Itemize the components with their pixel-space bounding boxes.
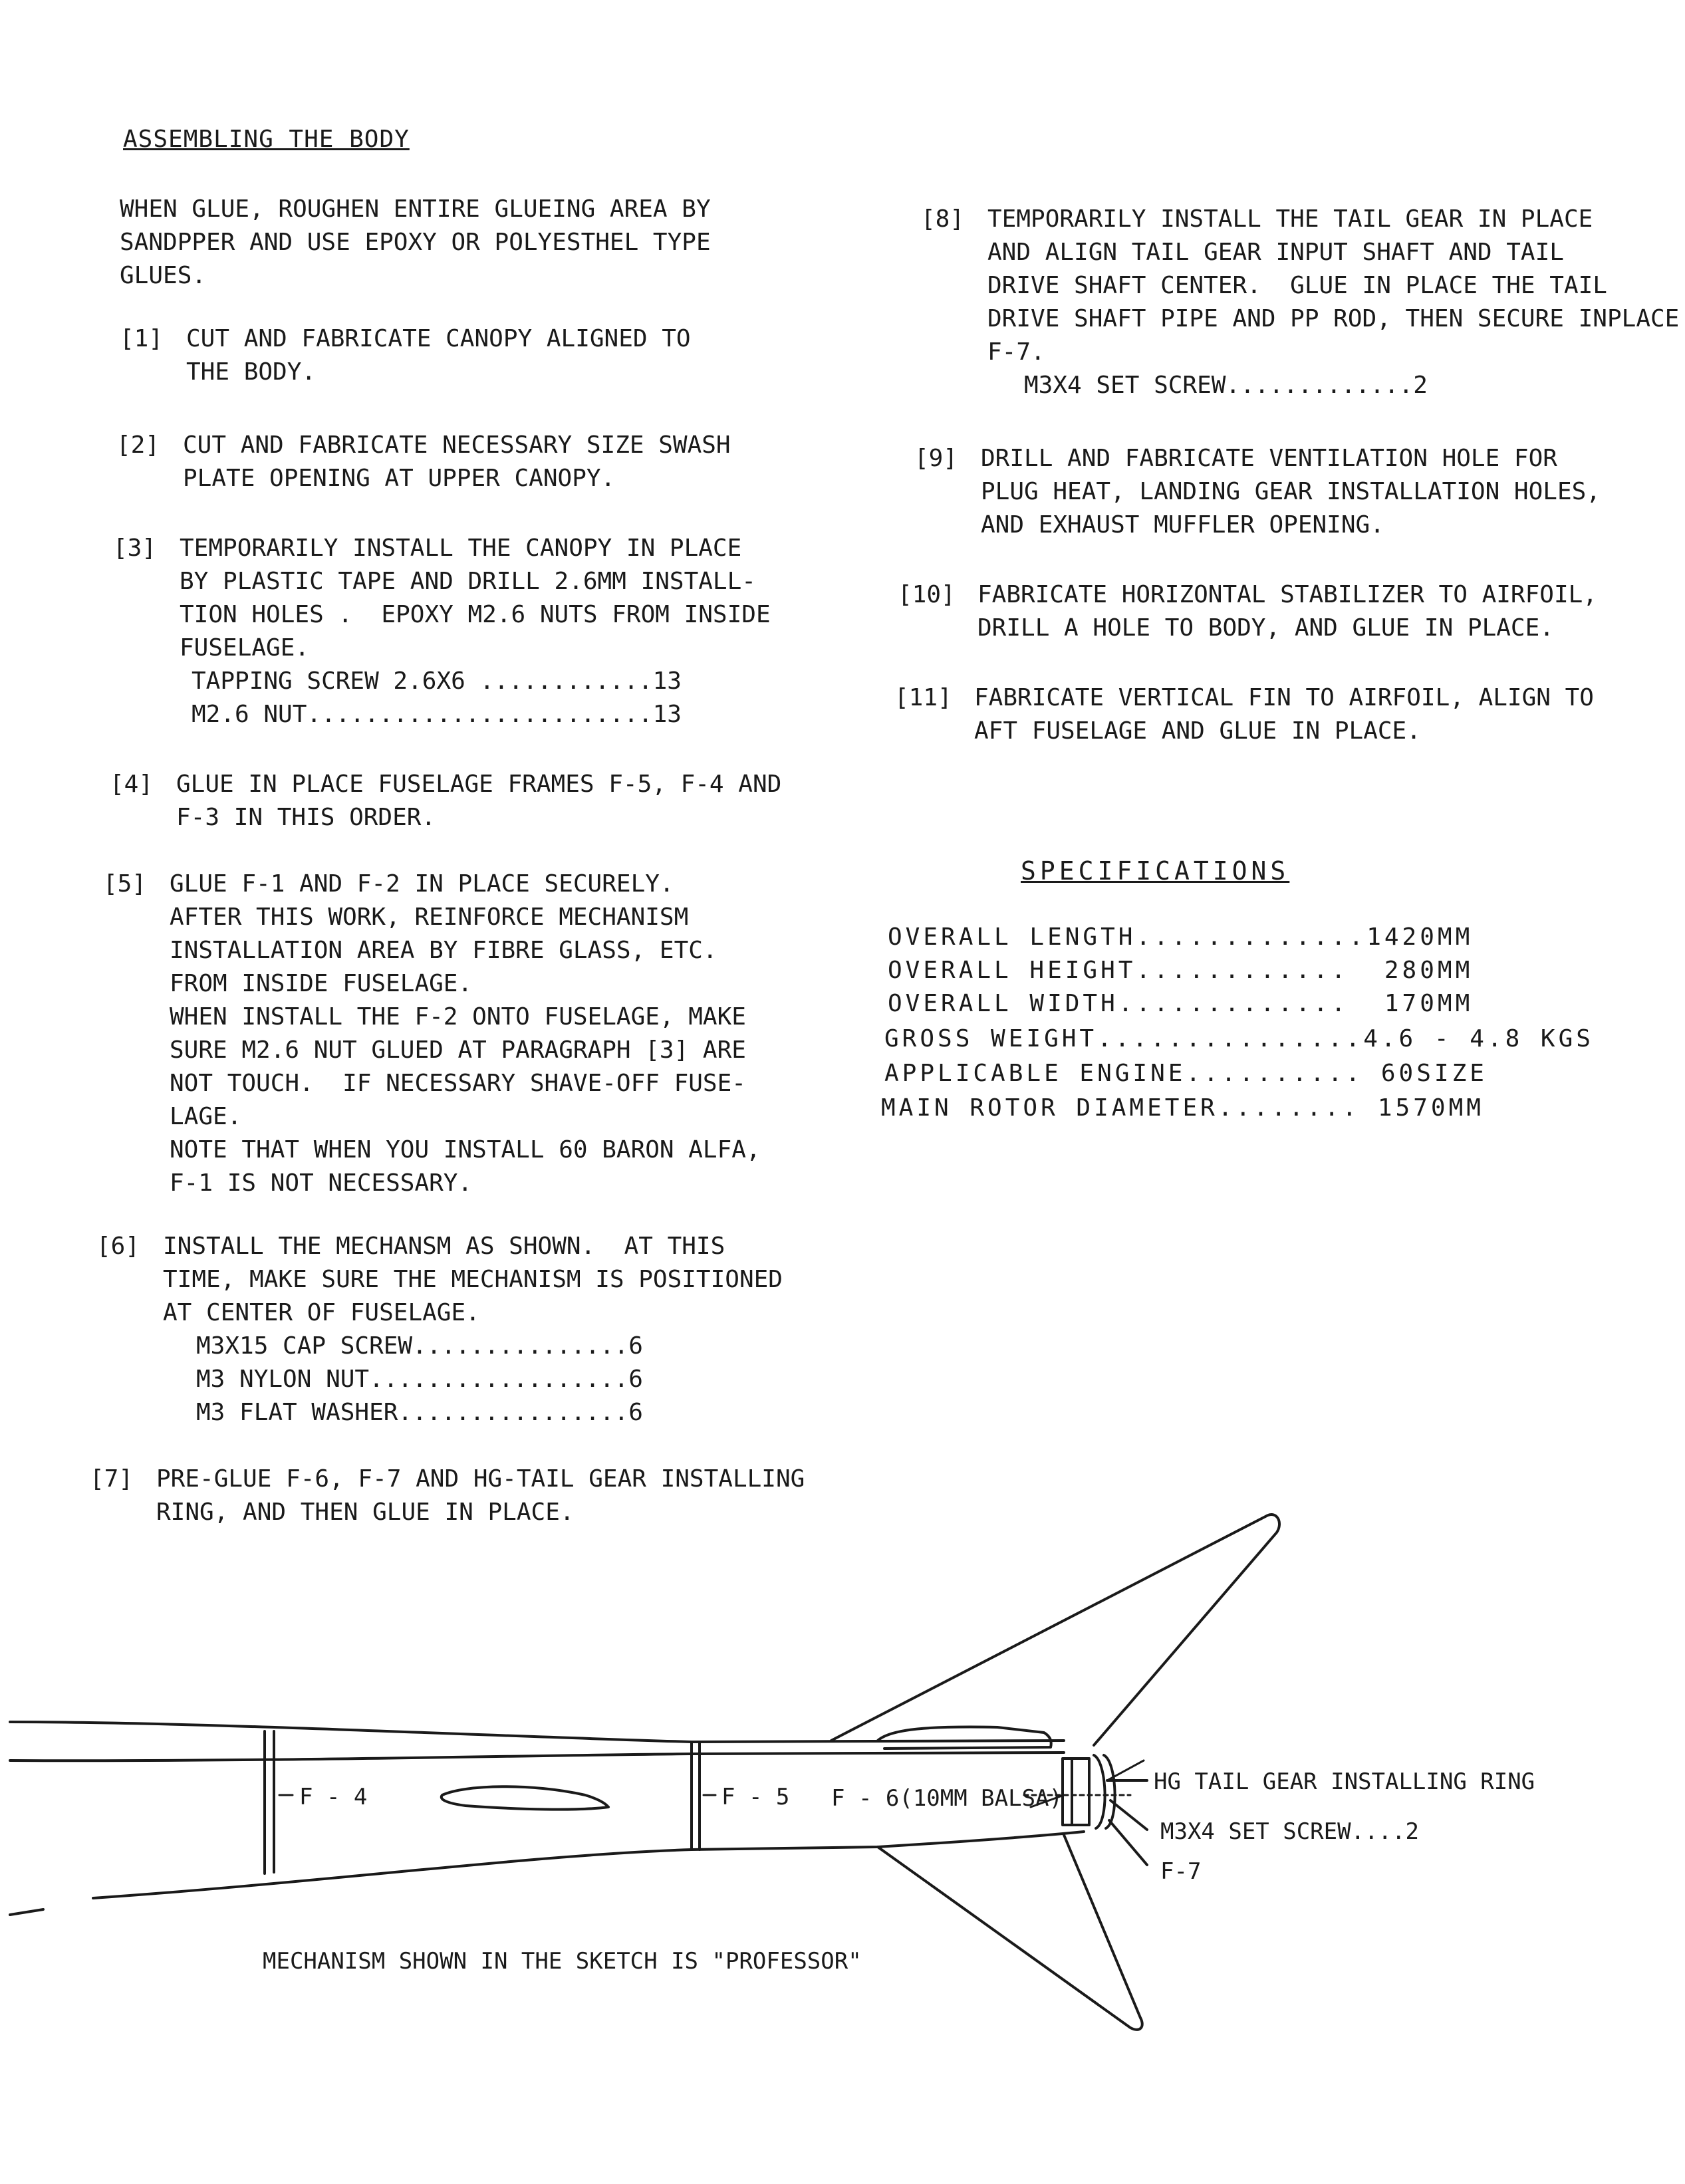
step-line: F-3 IN THIS ORDER. — [176, 804, 436, 831]
tail-fairing — [878, 1727, 1051, 1749]
step-line: SURE M2.6 NUT GLUED AT PARAGRAPH [3] ARE — [170, 1036, 746, 1064]
step-line: AND ALIGN TAIL GEAR INPUT SHAFT AND TAIL — [987, 239, 1564, 266]
intro-line: WHEN GLUE, ROUGHEN ENTIRE GLUEING AREA BY — [120, 195, 711, 223]
step-line: TION HOLES . EPOXY M2.6 NUTS FROM INSIDE — [180, 601, 771, 628]
sketch-caption: MECHANISM SHOWN IN THE SKETCH IS "PROFESSOR" — [263, 1948, 862, 1975]
parts-item: M3X15 CAP SCREW...............6 — [196, 1332, 643, 1360]
fuselage-top-line-2 — [10, 1753, 1064, 1760]
step-number: [7] — [90, 1465, 134, 1493]
frame-f7 — [1094, 1755, 1105, 1828]
step-line: BY PLASTIC TAPE AND DRILL 2.6MM INSTALL- — [180, 568, 756, 595]
spec-row: OVERALL LENGTH.............1420MM — [888, 923, 1474, 951]
step-number: [6] — [96, 1233, 140, 1260]
step-number: [10] — [898, 581, 956, 608]
step-line: TEMPORARILY INSTALL THE CANOPY IN PLACE — [180, 535, 742, 562]
parts-item: M3 FLAT WASHER................6 — [196, 1399, 643, 1426]
step-line: DRILL AND FABRICATE VENTILATION HOLE FOR — [981, 445, 1557, 472]
step-number: [9] — [914, 445, 958, 472]
label-f6: F - 6(10MM BALSA) — [831, 1785, 1063, 1812]
step-line: AT CENTER OF FUSELAGE. — [163, 1299, 480, 1326]
intro-line: SANDPPER AND USE EPOXY OR POLYESTHEL TYPE — [120, 229, 711, 256]
step-number: [4] — [110, 771, 154, 798]
step-line: PLUG HEAT, LANDING GEAR INSTALLATION HOLES, — [981, 478, 1601, 505]
step-number: [11] — [894, 684, 952, 711]
step-line: PLATE OPENING AT UPPER CANOPY. — [183, 465, 616, 492]
step-line: AFTER THIS WORK, REINFORCE MECHANISM — [170, 904, 689, 931]
parts-item: M3X4 SET SCREW.............2 — [1024, 372, 1428, 399]
step-line: CUT AND FABRICATE CANOPY ALIGNED TO — [186, 325, 691, 352]
parts-item: M3 NYLON NUT..................6 — [196, 1366, 643, 1393]
spec-row: APPLICABLE ENGINE.......... 60SIZE — [884, 1060, 1488, 1087]
leader-screw — [1110, 1800, 1147, 1830]
step-line: INSTALLATION AREA BY FIBRE GLASS, ETC. — [170, 937, 717, 964]
step-line: CUT AND FABRICATE NECESSARY SIZE SWASH — [183, 431, 731, 459]
step-number: [2] — [116, 431, 160, 459]
specifications-title: SPECIFICATIONS — [1021, 856, 1290, 886]
step-number: [3] — [113, 535, 157, 562]
ventral-fin — [878, 1835, 1142, 2030]
step-line: DRIVE SHAFT CENTER. GLUE IN PLACE THE TAIL — [987, 272, 1607, 299]
step-line: TEMPORARILY INSTALL THE TAIL GEAR IN PLACE — [987, 205, 1593, 233]
step-line: FABRICATE VERTICAL FIN TO AIRFOIL, ALIGN TO — [974, 684, 1594, 711]
step-line: FROM INSIDE FUSELAGE. — [170, 970, 473, 997]
spec-row: MAIN ROTOR DIAMETER........ 1570MM — [881, 1094, 1484, 1122]
step-line: THE BODY. — [186, 358, 317, 386]
step-line: F-7. — [987, 338, 1045, 366]
step-line: NOTE THAT WHEN YOU INSTALL 60 BARON ALFA, — [170, 1136, 761, 1163]
step-number: [5] — [103, 870, 147, 898]
section-heading: ASSEMBLING THE BODY — [123, 126, 410, 153]
intro-line: GLUES. — [120, 262, 207, 289]
step-line: DRIVE SHAFT PIPE AND PP ROD, THEN SECURE INPLACE — [987, 305, 1680, 332]
step-line: WHEN INSTALL THE F-2 ONTO FUSELAGE, MAKE — [170, 1003, 746, 1031]
spec-row: OVERALL WIDTH............. 170MM — [888, 990, 1474, 1017]
step-number: [8] — [921, 205, 965, 233]
vertical-fin-upper — [831, 1515, 1279, 1745]
step-line: GLUE F-1 AND F-2 IN PLACE SECURELY. — [170, 870, 674, 898]
spec-row: GROSS WEIGHT...............4.6 - 4.8 KGS — [884, 1025, 1594, 1052]
step-line: LAGE. — [170, 1103, 242, 1130]
stabilizer-airfoil — [442, 1786, 608, 1809]
label-f4: F - 4 — [299, 1784, 368, 1810]
spec-row: OVERALL HEIGHT............ 280MM — [888, 957, 1474, 984]
step-line: TIME, MAKE SURE THE MECHANISM IS POSITIONED — [163, 1266, 783, 1293]
fuselage-top-line — [10, 1722, 1064, 1742]
leader-f7 — [1109, 1820, 1147, 1865]
step-line: FABRICATE HORIZONTAL STABILIZER TO AIRFOIL, — [977, 581, 1597, 608]
step-line: PRE-GLUE F-6, F-7 AND HG-TAIL GEAR INSTALLING — [156, 1465, 805, 1493]
label-f7: F-7 — [1160, 1858, 1202, 1885]
label-tail-gear-ring: HG TAIL GEAR INSTALLING RING — [1154, 1768, 1535, 1795]
fuselage-bottom-stub — [10, 1909, 43, 1915]
step-line: GLUE IN PLACE FUSELAGE FRAMES F-5, F-4 AND — [176, 771, 782, 798]
step-line: FUSELAGE. — [180, 634, 310, 662]
step-line: RING, AND THEN GLUE IN PLACE. — [156, 1499, 575, 1526]
step-line: NOT TOUCH. IF NECESSARY SHAVE-OFF FUSE- — [170, 1070, 746, 1097]
tail-gear-ring — [1063, 1759, 1089, 1825]
step-line: AND EXHAUST MUFFLER OPENING. — [981, 511, 1384, 539]
parts-item: M2.6 NUT........................13 — [192, 701, 682, 728]
step-line: DRILL A HOLE TO BODY, AND GLUE IN PLACE. — [977, 614, 1554, 642]
step-line: INSTALL THE MECHANSM AS SHOWN. AT THIS — [163, 1233, 725, 1260]
step-line: F-1 IS NOT NECESSARY. — [170, 1169, 473, 1197]
step-line: AFT FUSELAGE AND GLUE IN PLACE. — [974, 717, 1421, 745]
parts-item: TAPPING SCREW 2.6X6 ............13 — [192, 667, 682, 695]
step-number: [1] — [120, 325, 164, 352]
label-f5: F - 5 — [721, 1784, 790, 1810]
label-set-screw: M3X4 SET SCREW....2 — [1160, 1818, 1419, 1845]
